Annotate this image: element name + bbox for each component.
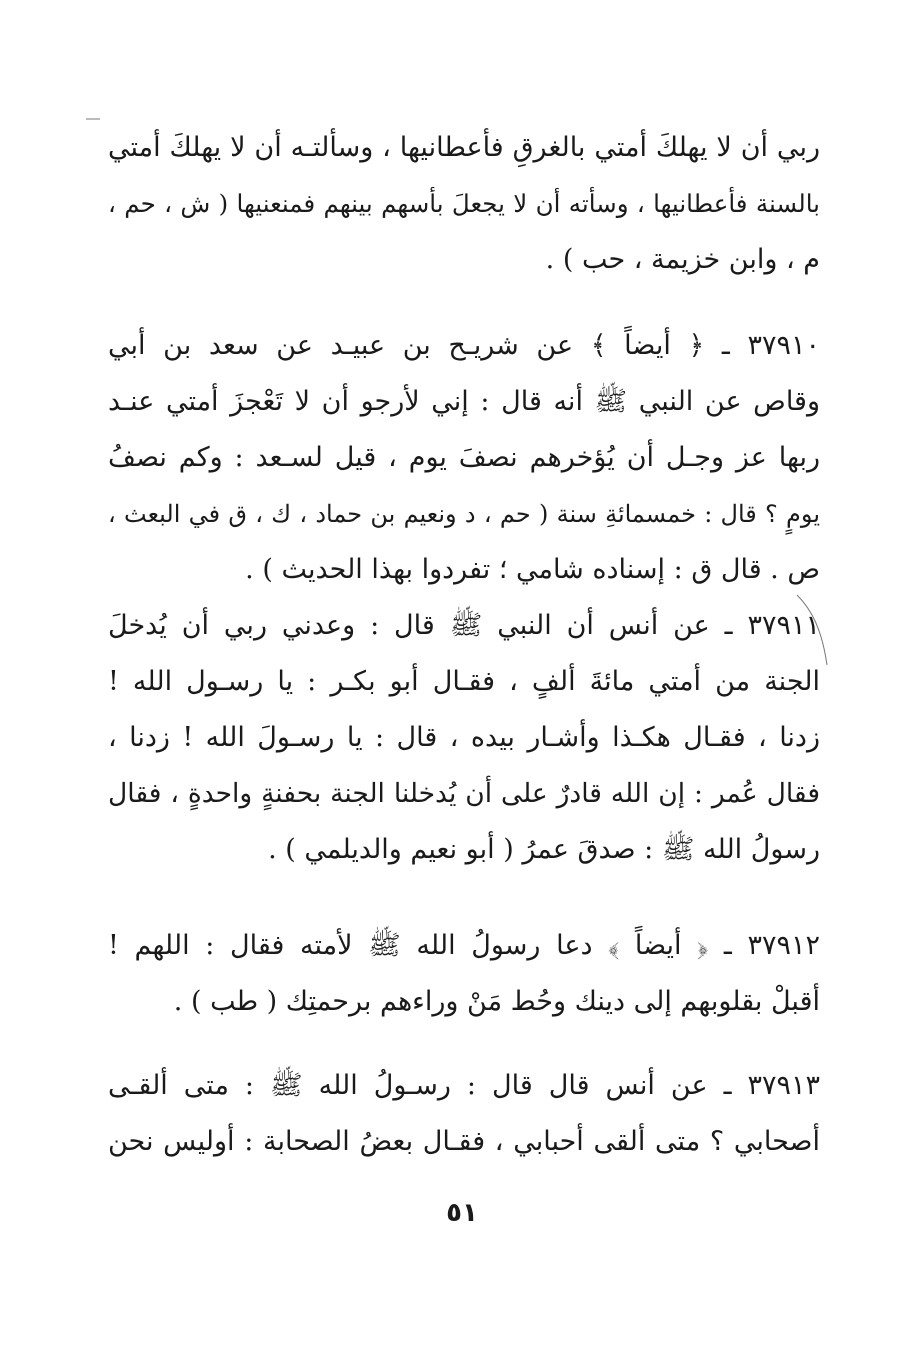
hadith-37913 — [108, 1058, 820, 1170]
text-line: أصحابي ؟ متى ألقى أحبابي ، فقـال بعضُ الصحابة : أوليس نحن — [108, 1126, 820, 1157]
margin-mark — [86, 118, 100, 120]
text-line: يومٍ ؟ قال : خمسمائةِ سنة ( حم ، د ونعيم بن حماد ، ك ، ق في البعث ، — [108, 500, 820, 528]
text-line: ٣٧٩١١ ـ عن أنس أن النبي ﷺ قال : وعدني ربي أن يُدخلَ — [108, 610, 820, 641]
text-line: ٣٧٩١٢ ـ ﴿ أيضاً ﴾ دعا رسولُ الله ﷺ لأمته فقال : اللهم ! — [108, 930, 820, 961]
text-line: ص . قال ق : إسناده شامي ؛ تفردوا بهذا الحديث ) . — [245, 554, 820, 585]
text-line: بالسنة فأعطانيها ، وسأته أن لا يجعلَ بأسهم بينهم فمنعنيها ( ش ، حم ، — [108, 189, 820, 218]
text-line: ٣٧٩١٣ ـ عن أنس قال قال : رسـولُ الله ﷺ : متى ألقـى — [108, 1070, 820, 1101]
page-number: ٥١ — [446, 1198, 478, 1228]
text-line: أقبلْ بقلوبهم إلى دينك وحُط مَنْ وراءهم برحمتِك ( طب ) . — [173, 986, 820, 1017]
text-line: زدنا ، فقـال هكـذا وأشـار بيده ، قال : يا رسـولَ الله ! زدنا ، — [108, 722, 820, 753]
text-line: رسولُ الله ﷺ : صدقَ عمرُ ( أبو نعيم والديلمي ) . — [268, 834, 820, 865]
text-line: ٣٧٩١٠ ـ ﴿ أيضاً ﴾ عن شريـح بن عبيـد عن سعد بن أبي — [108, 330, 820, 361]
text-line: الجنة من أمتي مائةَ ألفٍ ، فقـال أبو بكـر : يا رسـول الله ! — [108, 666, 820, 697]
text-line: ربها عز وجـل أن يُؤخرهم نصفَ يوم ، قيل لسـعد : وكم نصفُ — [108, 442, 820, 473]
hadith-37911 — [108, 598, 820, 878]
pen-mark — [792, 590, 832, 670]
text-line: م ، وابن خزيمة ، حب ) . — [545, 244, 820, 275]
text-line: ربي أن لا يهلكَ أمتي بالغرقِ فأعطانيها ، وسألتـه أن لا يهلكَ أمتي — [108, 132, 820, 163]
hadith-37910 — [108, 318, 820, 598]
text-line: وقاص عن النبي ﷺ أنه قال : إني لأرجو أن لا تَعْجزَ أمتي عنـد — [108, 386, 820, 417]
hadith-37912 — [108, 918, 820, 1030]
text-line: فقال عُمر : إن الله قادرٌ على أن يُدخلنا الجنة بحفنةٍ واحدةٍ ، فقال — [108, 778, 820, 809]
paragraph-continuation — [108, 120, 820, 288]
